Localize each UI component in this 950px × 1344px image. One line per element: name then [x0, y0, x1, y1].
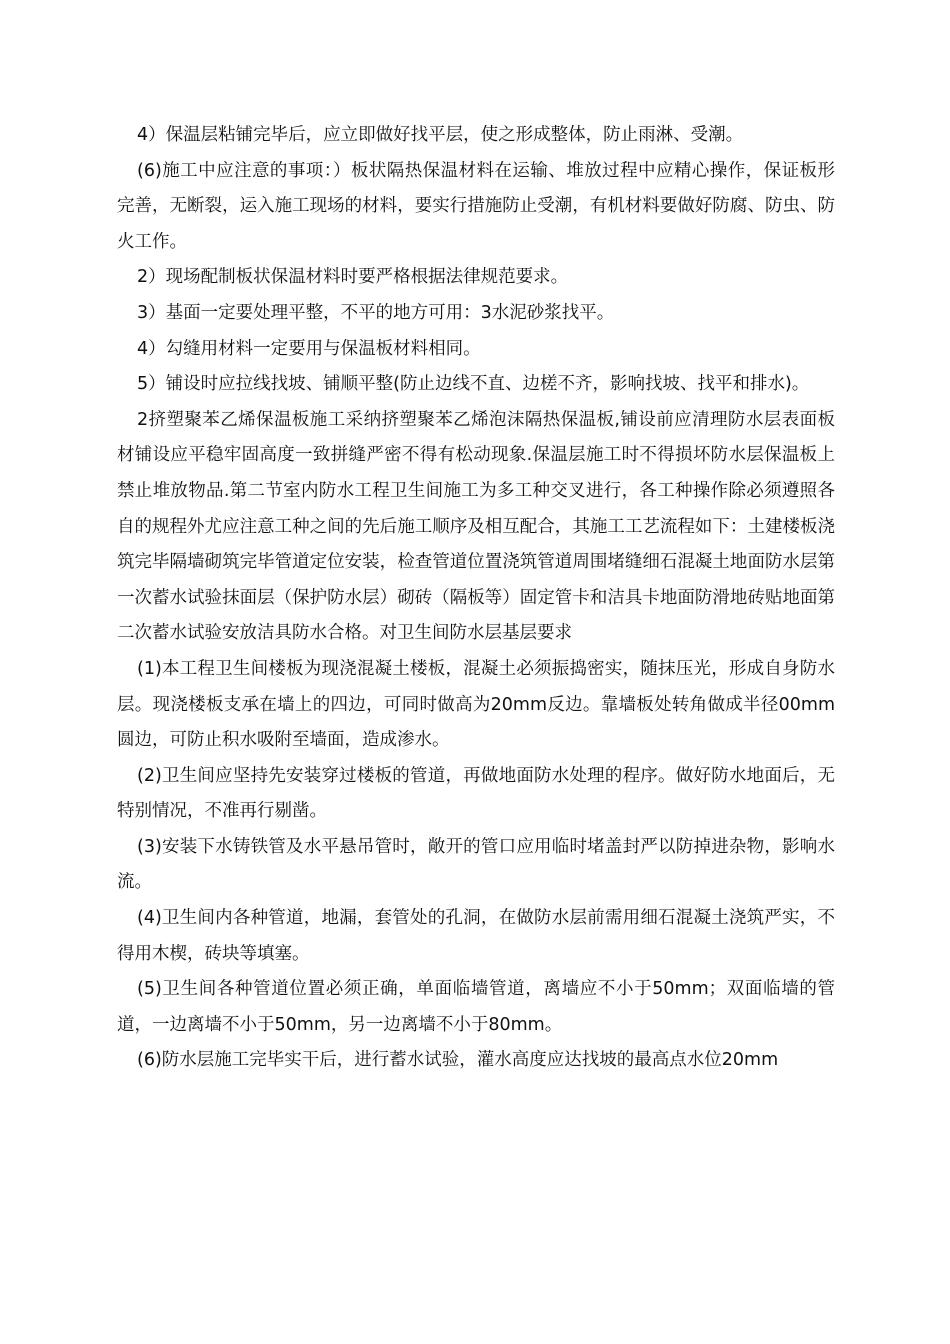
- paragraph-item-4-hole-filling: (4)卫生间内各种管道，地漏，套管处的孔洞，在做防水层前需用细石混凝土浇筑严实，不得用木楔，砖块等填塞。: [117, 908, 835, 964]
- paragraph-onsite-preparation: 2）现场配制板状保温材料时要严格根据法律规范要求。: [137, 267, 569, 288]
- paragraph-joint-material: 4）勾缝用材料一定要用与保温板材料相同。: [137, 338, 481, 359]
- paragraph-item-5-pipe-spacing: (5)卫生间各种管道位置必须正确，单面临墙管道，离墙应不小于50mm；双面临墙的管道，一边离墙不小于50mm，另一边离墙不小于80mm。: [117, 979, 835, 1035]
- document-body: [117, 118, 835, 1079]
- paragraph-item-3-pipe-openings: (3)安装下水铸铁管及水平悬吊管时，敞开的管口应用临时堵盖封严以防掉进杂物，影响水流。: [117, 836, 835, 893]
- paragraph-item-6-water-test: (6)防水层施工完毕实干后，进行蓄水试验，灌水高度应达找坡的最高点水位20mm: [137, 1050, 779, 1071]
- paragraph-xps-board-and-process: 2挤塑聚苯乙烯保温板施工采纳挤塑聚苯乙烯泡沫隔热保温板,铺设前应清理防水层表面板材铺设应平稳牢固高度一致拼缝严密不得有松动现象.保温层施工时不得损坏防水层保温板上禁止堆放物品.第二节室内防水工程卫生间施工为多工种交叉进行，各工种操作除必须遵照各自的规程外尤应注意工种之间的先后施工顺序及相互配合，其施工工艺流程如下：土建楼板浇筑完毕隔墙砌筑完毕管道定位安装，检查管道位置浇筑管道周围堵缝细石混凝土地面防水层第一次蓄水试验抹面层（保护防水层）砌砖（隔板等）固定管卡和洁具卡地面防滑地砖贴地面第二次蓄水试验安放洁具防水合格。对卫生间防水层基层要求: [117, 409, 835, 644]
- paragraph-item-1-floor-slab: (1)本工程卫生间楼板为现浇混凝土楼板，混凝土必须振捣密实，随抹压光，形成自身防水层。现浇楼板支承在墙上的四边，可同时做高为20mm反边。靠墙板处转角做成半径00mm圆边，可防止积水吸附至墙面，造成渗水。: [117, 658, 835, 751]
- paragraph-construction-notes: (6)施工中应注意的事项：）板状隔热保温材料在运输、堆放过程中应精心操作，保证板形完善，无断裂，运入施工现场的材料，要实行措施防止受潮，有机材料要做好防腐、防虫、防火工作。: [117, 160, 835, 252]
- paragraph-item-2-pipes-first: (2)卫生间应坚持先安装穿过楼板的管道，再做地面防水处理的程序。做好防水地面后，无特别情况，不准再行剔凿。: [117, 765, 835, 822]
- paragraph-base-leveling: 3）基面一定要处理平整，不平的地方可用：3水泥砂浆找平。: [137, 302, 615, 323]
- paragraph-insulation-leveling: 4）保温层粘铺完毕后，应立即做好找平层，使之形成整体，防止雨淋、受潮。: [137, 125, 744, 145]
- paragraph-laying-slope: 5）铺设时应拉线找坡、铺顺平整(防止边线不直、边槎不齐，影响找坡、找平和排水)。: [137, 374, 810, 395]
